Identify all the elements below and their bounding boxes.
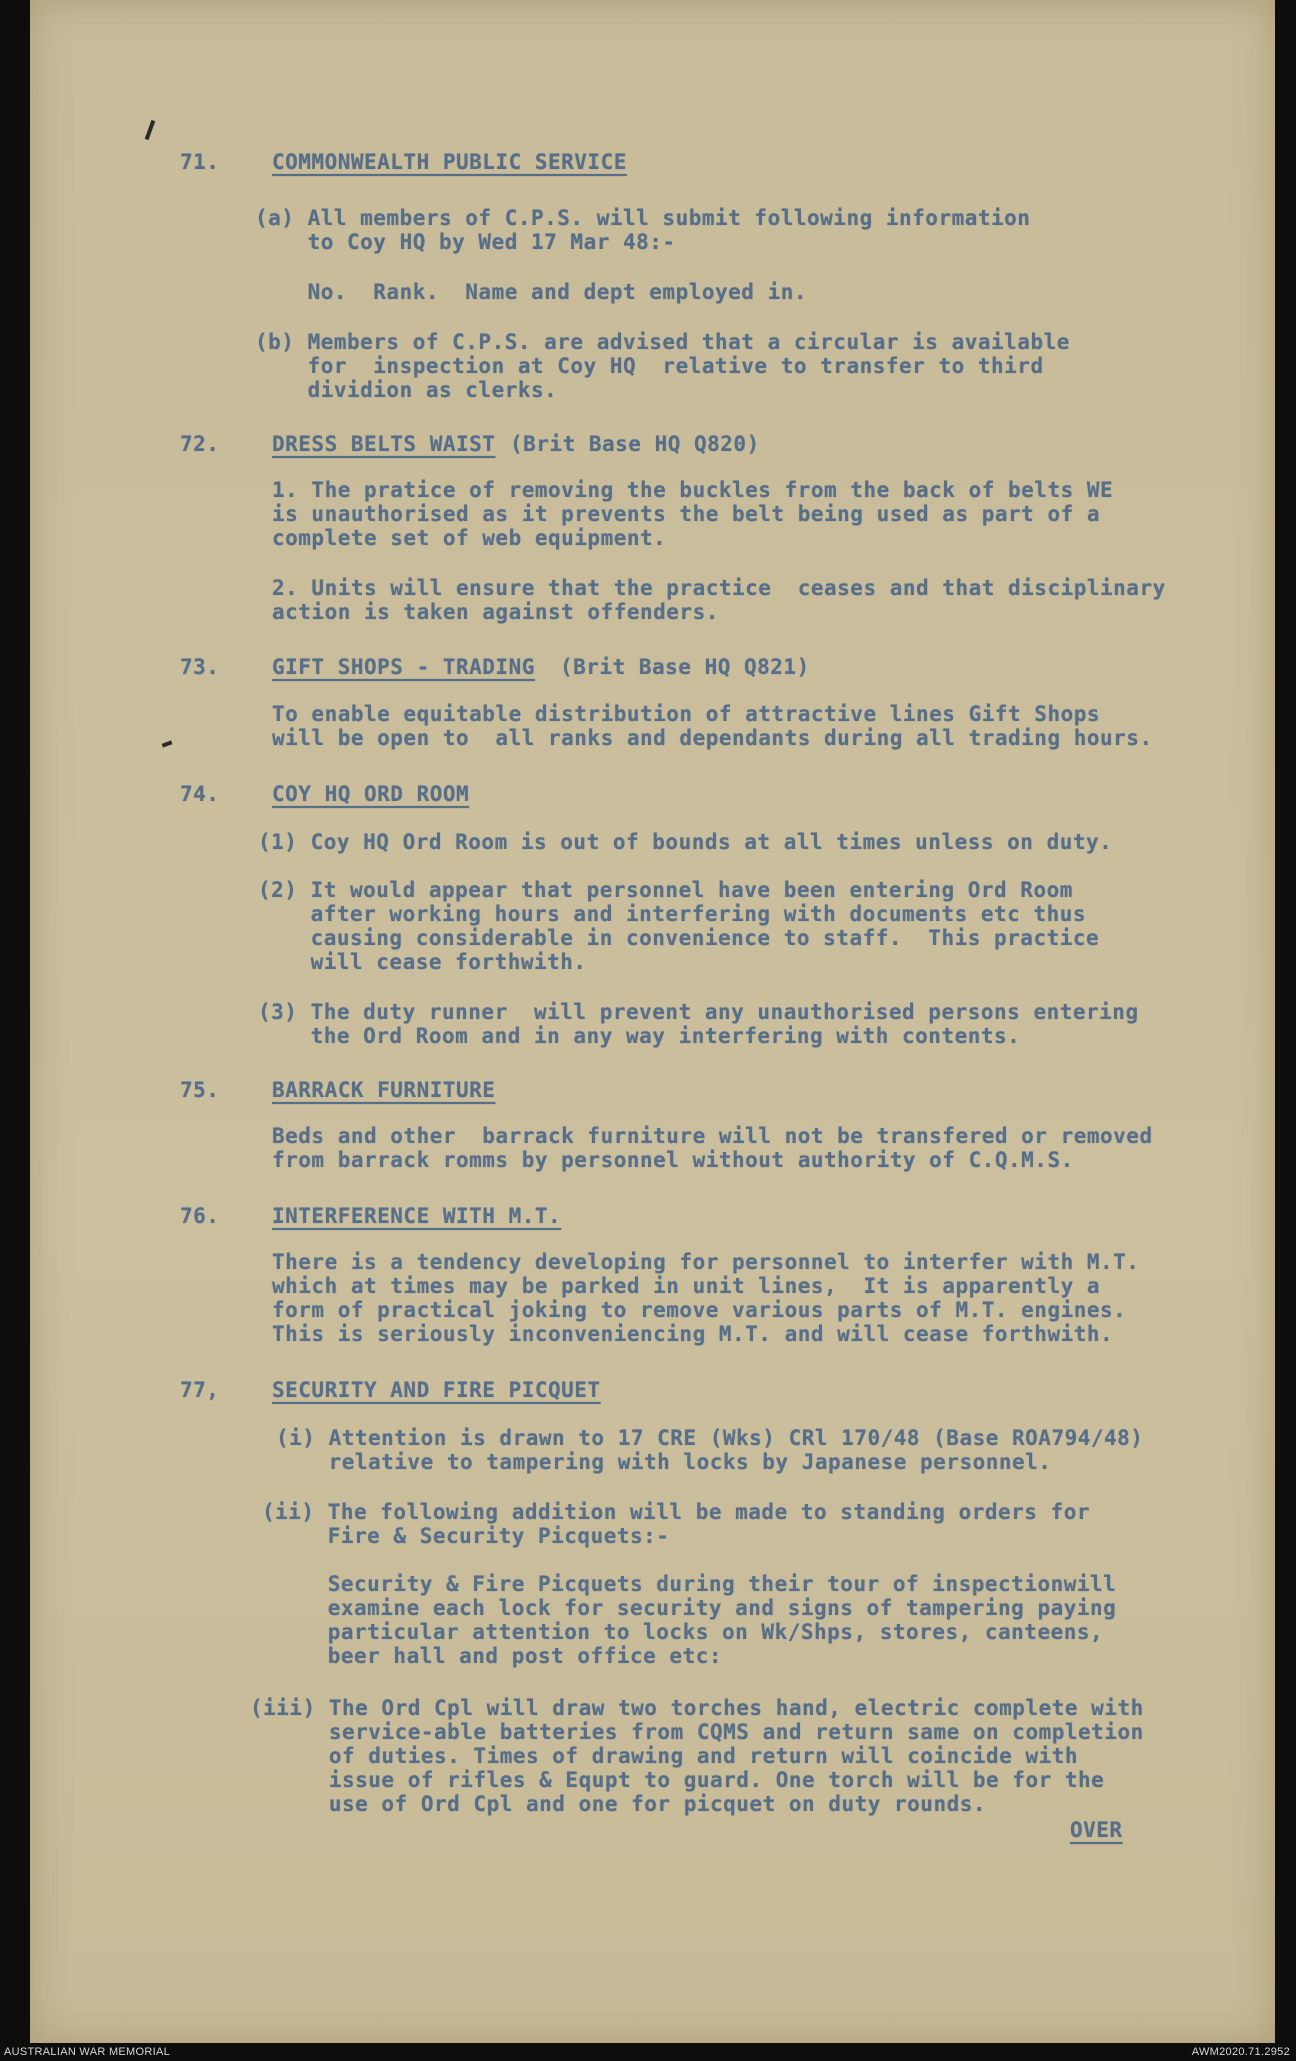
section-line: to Coy HQ by Wed 17 Mar 48:- — [255, 230, 676, 254]
archive-credit: AUSTRALIAN WAR MEMORIAL — [4, 2046, 171, 2058]
section-heading: INTERFERENCE WITH M.T. — [272, 1204, 562, 1228]
section-number: 77, — [180, 1378, 220, 1402]
section-line: 2. Units will ensure that the practice ceases and that disciplinary — [272, 576, 1166, 600]
section-line: beer hall and post office etc: — [262, 1644, 723, 1668]
section-line: which at times may be parked in unit lines, It is apparently a — [272, 1274, 1101, 1298]
section-number: 73. — [180, 655, 220, 679]
section-line: No. Rank. Name and dept employed in. — [255, 280, 808, 304]
section-line: Fire & Security Picquets:- — [262, 1524, 670, 1548]
section-line: use of Ord Cpl and one for picquet on duty rounds. — [250, 1792, 987, 1816]
section-line: (a) All members of C.P.S. will submit following information — [255, 206, 1031, 230]
section-line: To enable equitable distribution of attractive lines Gift Shops — [272, 702, 1101, 726]
over-label: OVER — [1070, 1818, 1123, 1842]
section-line: after working hours and interfering with documents etc thus — [258, 902, 1087, 926]
section-line: dividion as clerks. — [255, 378, 558, 402]
section-line: (3) The duty runner will prevent any unauthorised persons entering — [258, 1000, 1139, 1024]
section-line: form of practical joking to remove various parts of M.T. engines. — [272, 1298, 1127, 1322]
section-line: action is taken against offenders. — [272, 600, 719, 624]
section-number: 74. — [180, 782, 220, 806]
section-line: (iii) The Ord Cpl will draw two torches hand, electric complete with — [250, 1696, 1144, 1720]
section-number: 71. — [180, 150, 220, 174]
section-heading-ref: (Brit Base HQ Q820) — [510, 432, 760, 456]
pencil-mark — [162, 740, 173, 747]
section-line: (b) Members of C.P.S. are advised that a circular is available — [255, 330, 1070, 354]
section-number: 75. — [180, 1078, 220, 1102]
section-line: complete set of web equipment. — [272, 526, 667, 550]
section-line: causing considerable in convenience to staff. This practice — [258, 926, 1100, 950]
section-line: from barrack romms by personnel without authority of C.Q.M.S. — [272, 1148, 1074, 1172]
section-line: of duties. Times of drawing and return will coincide with — [250, 1744, 1079, 1768]
section-line: service-able batteries from CQMS and return same on completion — [250, 1720, 1144, 1744]
section-line: will be open to all ranks and dependants during all trading hours. — [272, 726, 1153, 750]
section-line: (2) It would appear that personnel have been entering Ord Room — [258, 878, 1073, 902]
section-line: (1) Coy HQ Ord Room is out of bounds at all times unless on duty. — [258, 830, 1113, 854]
section-line: examine each lock for security and signs of tampering paying — [262, 1596, 1117, 1620]
archive-id: AWM2020.71.2952 — [1191, 2046, 1290, 2058]
section-line: Security & Fire Picquets during their tour of inspectionwill — [262, 1572, 1117, 1596]
section-number: 76. — [180, 1204, 220, 1228]
section-line: This is seriously inconveniencing M.T. and will cease forthwith. — [272, 1322, 1114, 1346]
section-line: relative to tampering with locks by Japanese personnel. — [276, 1450, 1052, 1474]
section-heading: GIFT SHOPS - TRADING — [272, 655, 535, 679]
section-heading: COY HQ ORD ROOM — [272, 782, 470, 806]
section-line: will cease forthwith. — [258, 950, 587, 974]
section-heading: DRESS BELTS WAIST — [272, 432, 496, 456]
section-line: the Ord Room and in any way interfering with contents. — [258, 1024, 1021, 1048]
section-line: particular attention to locks on Wk/Shps, stores, canteens, — [262, 1620, 1104, 1644]
section-line: is unauthorised as it prevents the belt being used as part of a — [272, 502, 1101, 526]
section-heading-ref: (Brit Base HQ Q821) — [560, 655, 810, 679]
section-line: for inspection at Coy HQ relative to transfer to third — [255, 354, 1044, 378]
section-number: 72. — [180, 432, 220, 456]
section-heading: COMMONWEALTH PUBLIC SERVICE — [272, 150, 627, 174]
document-page — [30, 0, 1275, 2043]
section-line: issue of rifles & Equpt to guard. One torch will be for the — [250, 1768, 1105, 1792]
section-heading: BARRACK FURNITURE — [272, 1078, 496, 1102]
section-line: There is a tendency developing for personnel to interfer with M.T. — [272, 1250, 1140, 1274]
section-heading: SECURITY AND FIRE PICQUET — [272, 1378, 601, 1402]
section-line: 1. The pratice of removing the buckles from the back of belts WE — [272, 478, 1114, 502]
section-line: (ii) The following addition will be made to standing orders for — [262, 1500, 1091, 1524]
pencil-mark — [145, 120, 156, 140]
section-line: (i) Attention is drawn to 17 CRE (Wks) CRl 170/48 (Base ROA794/48) — [276, 1426, 1144, 1450]
section-line: Beds and other barrack furniture will not be transfered or removed — [272, 1124, 1153, 1148]
